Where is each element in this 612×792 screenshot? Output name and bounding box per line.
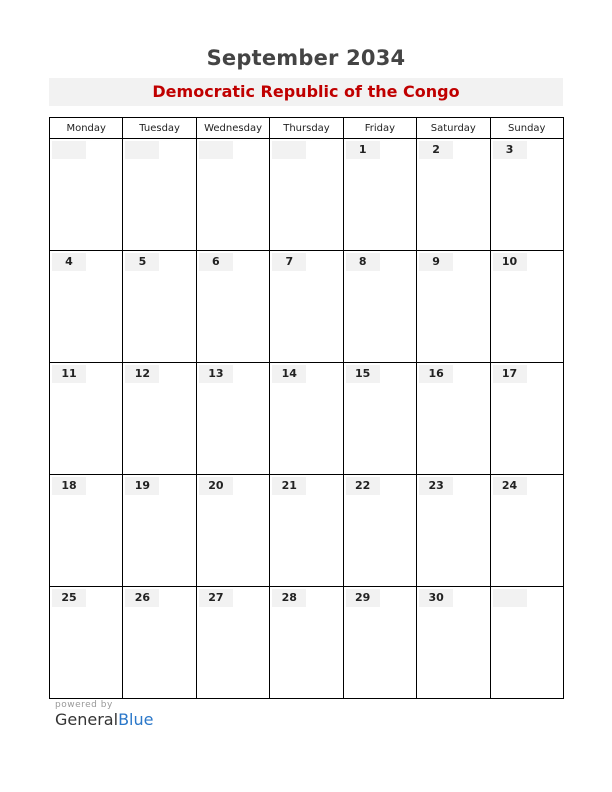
country-name: Democratic Republic of the Congo bbox=[152, 82, 460, 101]
day-number: 2 bbox=[419, 141, 453, 159]
day-number: 27 bbox=[199, 589, 233, 607]
day-number: 12 bbox=[125, 365, 159, 383]
day-cell[interactable] bbox=[343, 587, 416, 699]
day-number: 3 bbox=[493, 141, 527, 159]
day-cell[interactable] bbox=[490, 475, 563, 587]
day-cell[interactable] bbox=[270, 139, 343, 251]
weekday-thursday: Thursday bbox=[270, 118, 343, 139]
empty-day-tag bbox=[125, 141, 159, 159]
day-cell[interactable] bbox=[123, 587, 196, 699]
empty-day-tag bbox=[52, 141, 86, 159]
footer-branding bbox=[55, 700, 153, 729]
day-cell[interactable] bbox=[417, 139, 490, 251]
weekday-friday: Friday bbox=[343, 118, 416, 139]
day-number: 25 bbox=[52, 589, 86, 607]
weekday-wednesday: Wednesday bbox=[196, 118, 269, 139]
weekday-monday: Monday bbox=[50, 118, 123, 139]
day-number: 23 bbox=[419, 477, 453, 495]
weekday-saturday: Saturday bbox=[417, 118, 490, 139]
day-number: 5 bbox=[125, 253, 159, 271]
day-cell[interactable] bbox=[50, 251, 123, 363]
day-number: 13 bbox=[199, 365, 233, 383]
day-number: 16 bbox=[419, 365, 453, 383]
day-cell[interactable] bbox=[417, 475, 490, 587]
day-cell[interactable] bbox=[50, 475, 123, 587]
day-cell[interactable] bbox=[50, 587, 123, 699]
day-cell[interactable] bbox=[123, 475, 196, 587]
day-number: 30 bbox=[419, 589, 453, 607]
day-number: 9 bbox=[419, 253, 453, 271]
day-cell[interactable] bbox=[270, 363, 343, 475]
day-number: 24 bbox=[493, 477, 527, 495]
day-cell[interactable] bbox=[270, 475, 343, 587]
week-row bbox=[50, 587, 564, 699]
country-banner bbox=[49, 78, 563, 106]
day-number: 11 bbox=[52, 365, 86, 383]
day-number: 26 bbox=[125, 589, 159, 607]
day-cell[interactable] bbox=[490, 251, 563, 363]
day-cell[interactable] bbox=[50, 363, 123, 475]
day-number: 14 bbox=[272, 365, 306, 383]
day-cell[interactable] bbox=[196, 587, 269, 699]
day-number: 22 bbox=[346, 477, 380, 495]
day-cell[interactable] bbox=[50, 139, 123, 251]
day-number: 18 bbox=[52, 477, 86, 495]
day-cell[interactable] bbox=[343, 475, 416, 587]
day-number: 17 bbox=[493, 365, 527, 383]
day-cell[interactable] bbox=[343, 139, 416, 251]
day-cell[interactable] bbox=[123, 363, 196, 475]
weeks-body bbox=[50, 139, 564, 699]
day-cell[interactable] bbox=[196, 139, 269, 251]
empty-day-tag bbox=[272, 141, 306, 159]
day-cell[interactable] bbox=[196, 251, 269, 363]
day-cell[interactable] bbox=[123, 251, 196, 363]
powered-by-text: powered by bbox=[55, 700, 113, 710]
calendar-title: September 2034 bbox=[206, 46, 406, 70]
empty-day-tag bbox=[493, 589, 527, 607]
day-number: 6 bbox=[199, 253, 233, 271]
day-number: 21 bbox=[272, 477, 306, 495]
month-grid bbox=[49, 117, 564, 699]
day-cell[interactable] bbox=[490, 139, 563, 251]
day-number: 4 bbox=[52, 253, 86, 271]
day-cell[interactable] bbox=[343, 363, 416, 475]
week-row bbox=[50, 475, 564, 587]
day-number: 8 bbox=[346, 253, 380, 271]
day-number: 1 bbox=[346, 141, 380, 159]
day-cell[interactable] bbox=[196, 363, 269, 475]
day-number: 29 bbox=[346, 589, 380, 607]
day-number: 28 bbox=[272, 589, 306, 607]
day-number: 20 bbox=[199, 477, 233, 495]
day-cell[interactable] bbox=[270, 251, 343, 363]
weekday-sunday: Sunday bbox=[490, 118, 563, 139]
day-number: 7 bbox=[272, 253, 306, 271]
day-cell[interactable] bbox=[417, 363, 490, 475]
brand-general-text: General bbox=[55, 710, 119, 729]
weekday-tuesday: Tuesday bbox=[123, 118, 196, 139]
week-row bbox=[50, 139, 564, 251]
day-number: 10 bbox=[493, 253, 527, 271]
weekday-header-row bbox=[50, 118, 564, 139]
day-cell[interactable] bbox=[270, 587, 343, 699]
day-number: 19 bbox=[125, 477, 159, 495]
brand-blue-text: Blue bbox=[118, 710, 154, 729]
day-cell[interactable] bbox=[343, 251, 416, 363]
empty-day-tag bbox=[199, 141, 233, 159]
day-cell[interactable] bbox=[123, 139, 196, 251]
brand-logo[interactable] bbox=[55, 710, 153, 729]
week-row bbox=[50, 363, 564, 475]
day-cell[interactable] bbox=[490, 587, 563, 699]
day-cell[interactable] bbox=[417, 587, 490, 699]
day-cell[interactable] bbox=[417, 251, 490, 363]
week-row bbox=[50, 251, 564, 363]
day-cell[interactable] bbox=[196, 475, 269, 587]
day-cell[interactable] bbox=[490, 363, 563, 475]
day-number: 15 bbox=[346, 365, 380, 383]
